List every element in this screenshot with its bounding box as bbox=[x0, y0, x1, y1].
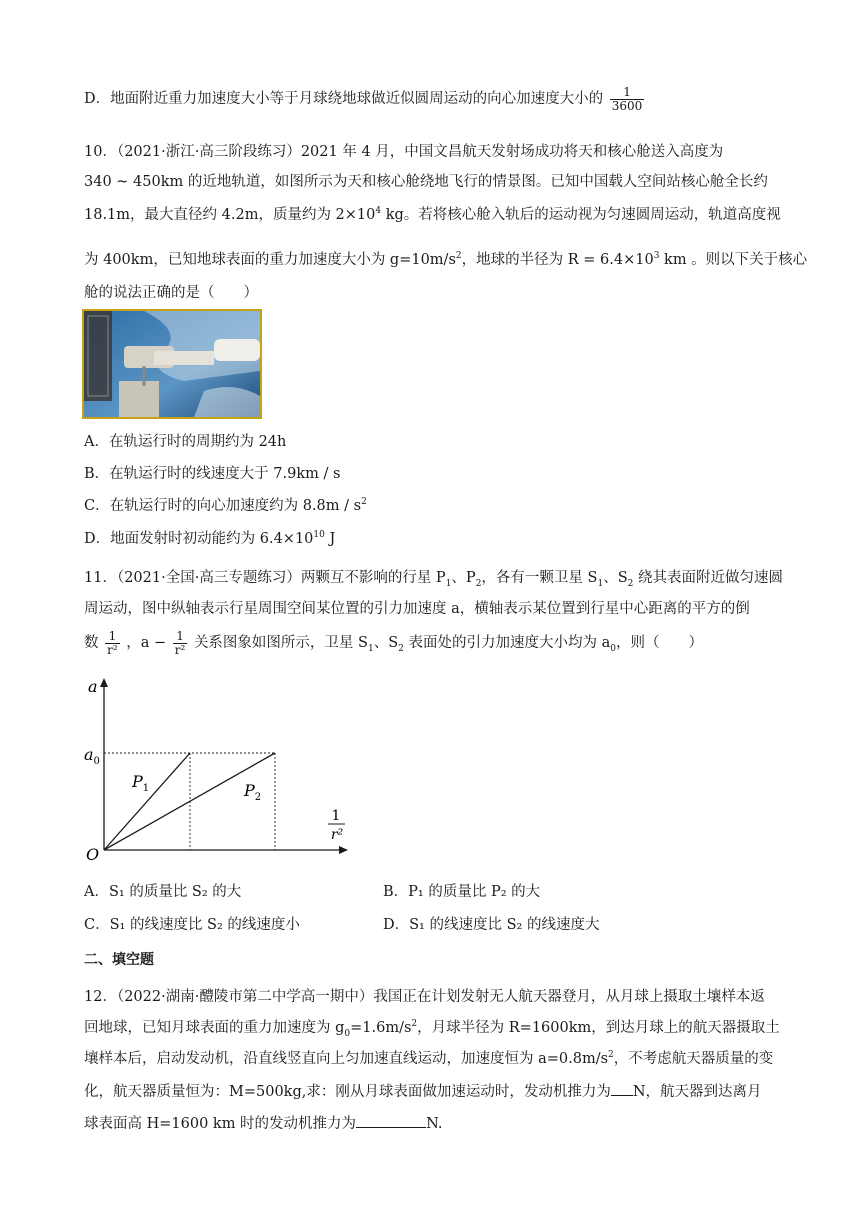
origin-label: O bbox=[86, 845, 100, 864]
fraction-1-3600: $\frac{1}{3600}$ bbox=[611, 85, 643, 113]
q11-stem-line1: 11．（2021·全国·高三专题练习）两颗互不影响的行星 $P_1$、$P_2$，各有一颗卫星 $S_1$、$S_2$ 绕其表面附近做匀速圆 bbox=[84, 570, 783, 589]
q10-option-d: D．地面发射时初动能约为 $6.4\times 10^{10}$ J bbox=[84, 530, 336, 547]
q11-option-d: D．S₁ 的线速度比 S₂ 的线速度大 bbox=[383, 917, 600, 933]
x-axis-arrow bbox=[339, 846, 348, 854]
q9-option-d: D．地面附近重力加速度大小等于月球绕地球做近似圆周运动的向心加速度大小的 $\frac{1}{3600}$ bbox=[84, 85, 643, 113]
q11-stem-line3: 数 $\frac{1}{\text{r²}}$ ，a − $\frac{1}{\text{r²}}$ 关系图象如图所示，卫星 $S_1$、$S_2$ 表面处的引力加速度大小均为 $a_0$，则（ ） bbox=[84, 629, 703, 657]
q11-option-c: C．S₁ 的线速度比 S₂ 的线速度小 bbox=[84, 917, 300, 933]
q10-stem-line4: 为 400km，已知地球表面的重力加速度大小为 $g=10m/s^2$，地球的半径为 $R = 6.4\times 10^3$ km 。则以下关于核心 bbox=[84, 251, 808, 268]
q10-option-c: C．在轨运行时的向心加速度约为 $8.8m / s^2$ bbox=[84, 497, 367, 514]
q10-stem-line2: 340 ~ 450km 的近地轨道，如图所示为天和核心舱绕地飞行的情景图。已知中国载人空间站核心舱全长约 bbox=[84, 174, 768, 190]
q12-stem-line5: 球表面高 H=1600 km 时的发动机推力为 N. bbox=[84, 1112, 442, 1133]
space-station-photo bbox=[82, 309, 262, 419]
q10-option-a: A．在轨运行时的周期约为 24h bbox=[84, 434, 287, 450]
a-vs-inverse-r2-graph bbox=[80, 672, 360, 867]
p1-line bbox=[104, 753, 190, 850]
q10-stem-line1: 10．（2021·浙江·高三阶段练习）2021 年 4 月，中国文昌航天发射场成功将天和核心舱送入高度为 bbox=[84, 144, 724, 160]
space-station-image bbox=[84, 311, 260, 417]
x-axis-label-num: 1 bbox=[331, 808, 341, 824]
answer-blank-1[interactable] bbox=[611, 1081, 633, 1096]
q11-option-a: A．S₁ 的质量比 S₂ 的大 bbox=[84, 884, 242, 900]
q12-stem-line2: 回地球，已知月球表面的重力加速度为 $g_0=1.6m/s^2$，月球半径为 R=1600km，到达月球上的航天器摄取土 bbox=[84, 1019, 780, 1039]
a0-label: $a_0$ bbox=[84, 745, 100, 767]
q12-stem-line4: 化，航天器质量恒为：M=500kg,求：刚从月球表面做加速运动时，发动机推力为 N，航天器到达离月 bbox=[84, 1080, 762, 1101]
q12-stem-line1: 12．（2022·湖南·醴陵市第二中学高一期中）我国正在计划发射无人航天器登月，从月球上摄取土壤样本返 bbox=[84, 989, 765, 1005]
q10-stem-line3: 18.1m，最大直径约 4.2m，质量约为 $2\times 10^4$ kg。若将核心舱入轨后的运动视为匀速圆周运动，轨道高度视 bbox=[84, 206, 781, 223]
answer-blank-2[interactable] bbox=[356, 1113, 426, 1128]
section-title-fill-in: 二、填空题 bbox=[84, 952, 154, 968]
y-axis-arrow bbox=[100, 678, 108, 687]
fraction-1-r2: $\frac{1}{\text{r²}}$ bbox=[107, 629, 118, 657]
p1-label: $P_1$ bbox=[132, 772, 150, 794]
y-axis-label: a bbox=[88, 677, 98, 696]
q10-option-b: B．在轨运行时的线速度大于 7.9km / s bbox=[84, 466, 341, 482]
q12-stem-line3: 壤样本后，启动发动机，沿直线竖直向上匀加速直线运动，加速度恒为 $a=0.8m/s^2$，不考虑航天器质量的变 bbox=[84, 1050, 774, 1067]
q11-option-b: B．P₁ 的质量比 P₂ 的大 bbox=[383, 884, 541, 900]
q11-stem-line2: 周运动，图中纵轴表示行星周围空间某位置的引力加速度 a，横轴表示某位置到行星中心距离的平方的倒 bbox=[84, 601, 750, 617]
p2-label: $P_2$ bbox=[244, 781, 262, 803]
x-axis-label-den: r² bbox=[330, 827, 344, 843]
p2-line bbox=[104, 753, 275, 850]
fraction-1-r2-b: $\frac{1}{\text{r²}}$ bbox=[174, 629, 186, 657]
q10-stem-line5: 舱的说法正确的是（ ） bbox=[84, 285, 258, 301]
